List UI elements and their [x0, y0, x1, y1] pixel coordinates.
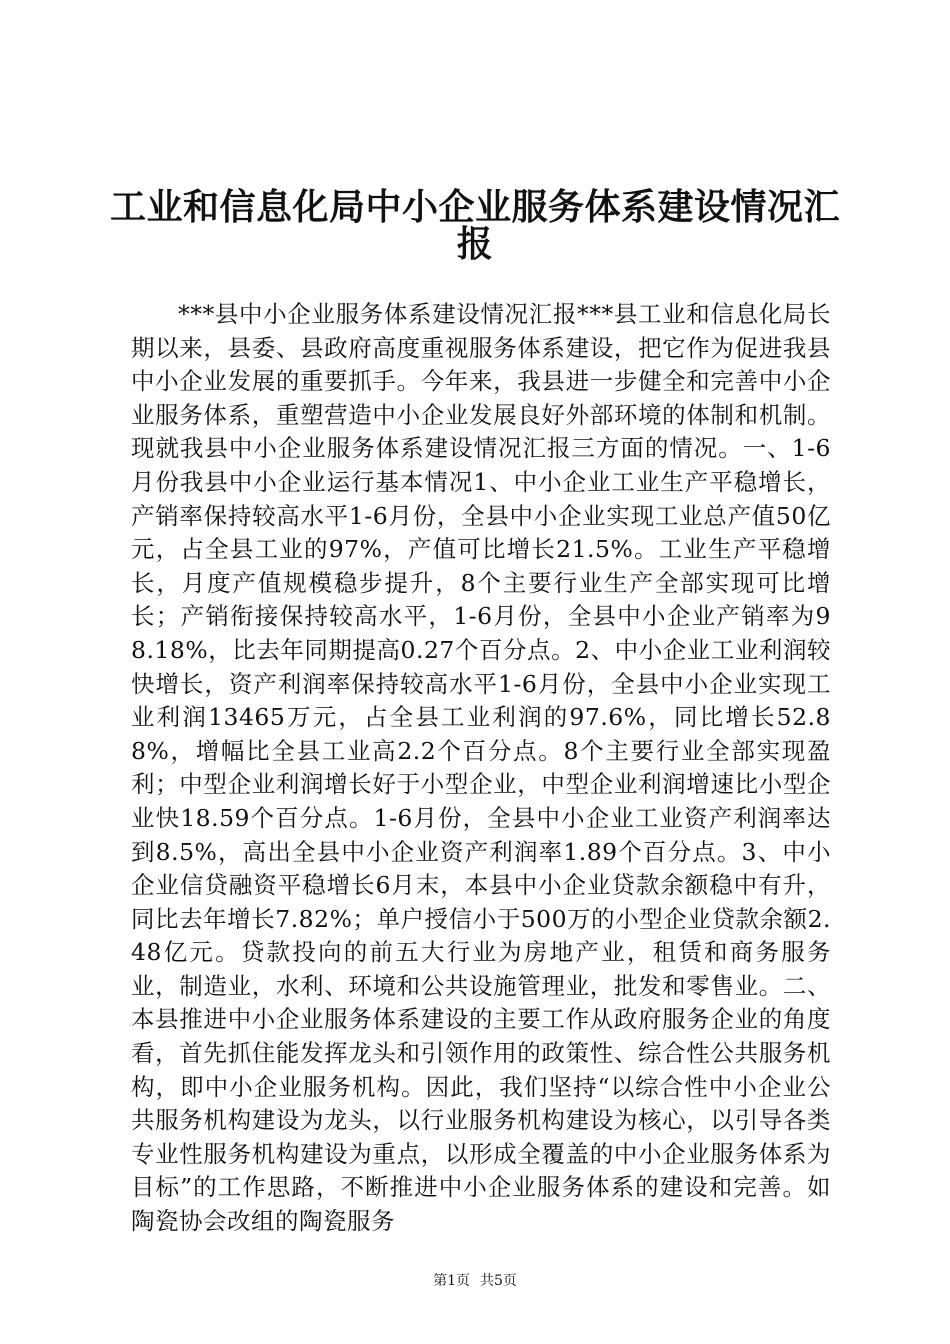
document-title-line-1: 工业和信息化局中小企业服务体系建设情况汇 [110, 187, 841, 228]
page-number-total: 共5页 [480, 1273, 517, 1289]
document-title-line-2: 报 [456, 224, 494, 265]
document-body-paragraph: ***县中小企业服务体系建设情况汇报***县工业和信息化局长期以来，县委、县政府高度重视服务体系建设，把它作为促进我县中小企业发展的重要抓手。今年来，我县进一步健全和完善中小企业服务体系，重塑营造中小企业发展良好外部环境的体制和机制。现就我县中小企业服务体系建设情况汇报三方面的情况。一、1-6月份我县中小企业运行基本情况1、中小企业工业生产平稳增长，产销率保持较高水平1-6月份，全县中小企业实现工业总产值50亿元，占全县工业的97%，产值可比增长21.5%。工业生产平稳增长，月度产值规模稳步提升，8个主要行业生产全部实现可比增长；产销衔接保持较高水平，1-6月份，全县中小企业产销率为98.18%，比去年同期提高0.27个百分点。2、中小企业工业利润较快增长，资产利润率保持较高水平1-6月份，全县中小企业实现工业利润13465万元，占全县工业利润的97.6%，同比增长52.88%，增幅比全县工业高2.2个百分点。8个主要行业全部实现盈利；中型企业利润增长好于小型企业，中型企业利润增速比小型企业快18.59个百分点。1-6月份，全县中小企业工业资产利润率达到8.5%，高出全县中小企业资产利润率1.89个百分点。3、中小企业信贷融资平稳增长6月末，本县中小企业贷款余额稳中有升，同比去年增长7.82%；单户授信小于500万的小型企业贷款余额2.48亿元。贷款投向的前五大行业为房地产业，租赁和商务服务业，制造业，水利、环境和公共设施管理业，批发和零售业。二、本县推进中小企业服务体系建设的主要工作从政府服务企业的角度看，首先抓住能发挥龙头和引领作用的政策性、综合性公共服务机构，即中小企业服务机构。因此，我们坚持“以综合性中小企业公共服务机构建设为龙头，以行业服务机构建设为核心，以引导各类专业性服务机构建设为重点，以形成全覆盖的中小企业服务体系为目标”的工作思路，不断推进中小企业服务体系的建设和完善。如陶瓷协会改组的陶瓷服务 [131, 300, 831, 1236]
page-footer [0, 1272, 950, 1290]
page-number-current: 第1页 [433, 1273, 470, 1289]
